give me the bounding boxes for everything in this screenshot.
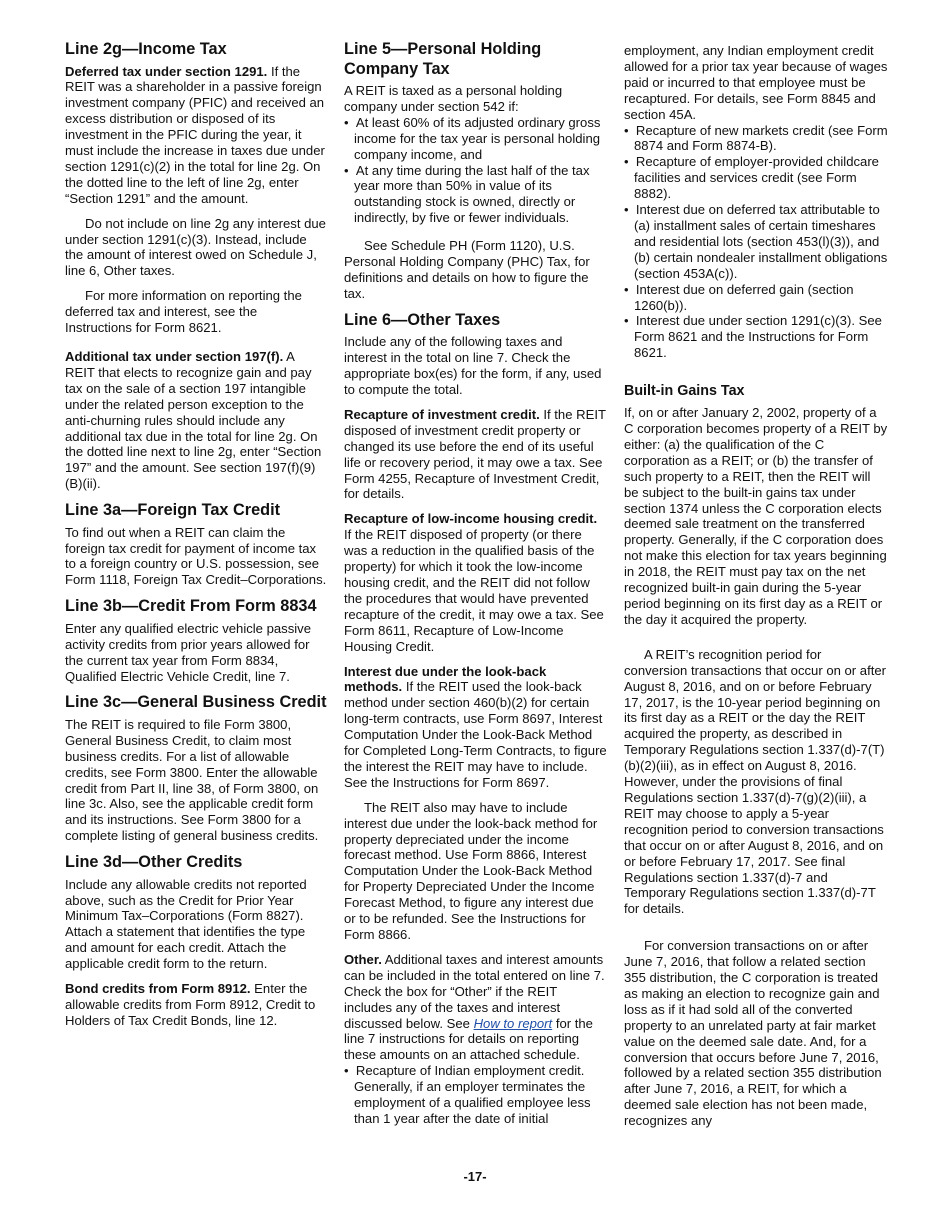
bullet-50-percent: • At any time during the last half of the tax year more than 50% in value of its outstanding stock is owned, directly or indirectly, by five or fewer individuals. — [344, 163, 608, 227]
lead-recapture-investment: Recapture of investment credit. — [344, 406, 540, 422]
paragraph-deferred-tax — [65, 64, 327, 207]
heading-line-3a: Line 3a—Foreign Tax Credit — [65, 501, 281, 520]
paragraph-other-taxes-intro: Include any of the following taxes and interest in the total on line 7. Check the appropriate box(es) for the form, if any, used to compute the total. — [344, 334, 602, 397]
lead-look-back: Interest due under the look-back methods. — [344, 663, 547, 695]
paragraph-recapture-housing — [344, 511, 608, 654]
paragraph-interest-due: Do not include on line 2g any interest due under section 1291(c)(3). Instead, include the amount of interest owed on Schedule J, line 6, Other taxes. — [65, 215, 326, 279]
paragraph-phc-intro: A REIT is taxed as a personal holding company under section 542 if: — [344, 83, 563, 114]
bullet-indian-employment: • Recapture of Indian employment credit. Generally, if an employer terminates the employment of a qualified employee less than 1 year after the date of initial — [344, 1063, 608, 1127]
heading-line-5: Line 5—Personal Holding Company Tax — [344, 40, 542, 78]
paragraph-built-in-gains: If, on or after January 2, 2002, property of a C corporation becomes property of a REIT by either: (a) the qualification of the C corporation as a REIT; or (b) the transfer of such property to a REIT, then the REIT will be subject to the built-in gains tax under section 1374 unless the C corporation elects deemed sale treatment on the transferred property. Generally, if the C corporation does not make this election for tax years beginning in 2018, the REIT must pay tax on the net recognized built-in gain during the 5-year period beginning on its first day as a REIT or the day it acquired the property. — [624, 405, 888, 627]
lead-deferred-tax: Deferred tax under section 1291. — [65, 63, 268, 79]
paragraph-recognition-period: A REIT’s recognition period for conversion transactions that occur on or after August 8, 2016, and on or before February 17, 2017, is the 10-year period beginning on its first day as a REIT or the day the REIT acquired the property, as described in Temporary Regulations section 1.337(d)-7(T)(b)(2)(iii), as in effect on August 8, 2016. However, under the provisions of final Regulations section 1.337(d)-7(g)(2)(iii), a REIT may choose to apply a 5-year recognition period to conversion transactions that occur on or after August 8, 2016, and on or before February 17, 2017. See final Regulations section 1.337(d)-7 and Temporary Regulations section 1.337(d)-7T for details. — [624, 646, 887, 917]
paragraph-recapture-investment — [344, 407, 608, 502]
paragraph-conversion-transactions: For conversion transactions on or after June 7, 2016, that follow a related section 355 distribution, the C corporation is treated as making an election to recognize gain and loss as if it had sold all of the converted property to an unrelated party at fair market value on the deemed sale date. And, for a conversion that occurs before June 7, 2016, followed by a related section 355 distribution after June 7, 2016, a REIT, for which a deemed sale election has not been made, recognizes any — [624, 938, 882, 1129]
heading-line-2g: Line 2g—Income Tax — [65, 40, 227, 58]
text-bond-credits: Enter the allowable credits from Form 8912, Credit to Holders of Tax Credit Bonds, line 12. — [65, 981, 316, 1028]
paragraph-schedule-ph: See Schedule PH (Form 1120), U.S. Personal Holding Company (PHC) Tax, for definitions and details on how to figure the tax. — [344, 238, 590, 301]
paragraph-bond-credits — [65, 981, 327, 1029]
paragraph-other — [344, 952, 608, 1063]
text-deferred-tax: If the REIT was a shareholder in a passive foreign investment company (PFIC) and received an excess distribution or disposed of its investment in the PFIC during the year, it must include the increase in taxes due under section 1291(c)(2) in the total for line 2g. On the dotted line to the left of line 2g, enter “Section 1291” and the amount. — [65, 63, 325, 206]
heading-built-in-gains: Built-in Gains Tax — [624, 383, 745, 400]
paragraph-section-197 — [65, 349, 327, 492]
lead-other: Other. — [344, 951, 382, 967]
heading-line-6: Line 6—Other Taxes — [344, 310, 501, 329]
bullet-section-1291: • Interest due under section 1291(c)(3). See Form 8621 and the Instructions for Form 8621. — [624, 313, 888, 361]
heading-line-3c: Line 3c—General Business Credit — [65, 693, 327, 712]
text-recapture-investment: If the REIT disposed of investment credit property or changed its use before the end of its useful life or recovery period, it may owe a tax. See Form 4255, Recapture of Investment Credit, for details. — [344, 406, 606, 502]
bullet-childcare: • Recapture of employer-provided childcare facilities and services credit (see Form 8882). — [624, 154, 888, 202]
bullet-installment-sales: • Interest due on deferred tax attributable to (a) installment sales of certain timeshares and residential lots (section 453(l)(3)), and (b) certain nondealer installment obligations (section 453A(c)). — [624, 202, 888, 282]
bullet-60-percent: • At least 60% of its adjusted ordinary gross income for the tax year is personal holding company income, and — [344, 115, 608, 163]
paragraph-look-back — [344, 664, 608, 791]
column-left — [65, 40, 327, 1038]
text-other-a: Additional taxes and interest amounts can be included in the total entered on line 7. Check the box for “Other” if the REIT includes any of the taxes and interest discussed below. See — [344, 951, 605, 1031]
column-right — [624, 43, 888, 1138]
text-other-b: for the line 7 instructions for details on reporting these amounts on an attached schedule. — [344, 1015, 593, 1063]
paragraph-other-credits: Include any allowable credits not reported above, such as the Credit for Prior Year Minimum Tax–Corporations (Form 8827). Attach a statement that identifies the type and amount for each credit. Attach the applicable credit form to the return. — [65, 876, 307, 972]
paragraph-general-business: The REIT is required to file Form 3800, General Business Credit, to claim most business credits. For a list of allowable credits, see Form 3800. Enter the allowable credit from Part II, line 38, of Form 3800, on line 3c. Also, see the applicable credit form and its instructions. See Form 3800 for a complete listing of general business credits. — [65, 716, 319, 844]
text-look-back: If the REIT used the look-back method under section 460(b)(2) for certain long-term contracts, use Form 8697, Interest Computation Under the Look-Back Method for Completed Long-Term Contracts, to figure the interest the REIT may have to include. See the Instructions for Form 8697. — [344, 679, 607, 790]
paragraph-income-forecast: The REIT also may have to include interest due under the look-back method for property depreciated under the income forecast method. Use Form 8866, Interest Computation Under the Look-Back Method for Property Depreciated Under the Income Forecast Method, to figure any interest due or to be refunded. See the Instructions for Form 8866. — [344, 799, 598, 942]
lead-section-197: Additional tax under section 197(f). — [65, 349, 284, 364]
paragraph-foreign-tax: To find out when a REIT can claim the foreign tax credit for payment of income tax to a foreign country or U.S. possession, see Form 1118, Foreign Tax Credit–Corporations. — [65, 524, 327, 588]
text-section-197: A REIT that elects to recognize gain and pay tax on the sale of a section 197 intangible under the related person exception to the anti-churning rules should include any additional tax due in the total for line 2g. On the dotted line next to line 2g, enter “Section 197” and the amount. See section 197(f)(9)(B)(ii). — [65, 349, 322, 492]
heading-line-3b: Line 3b—Credit From Form 8834 — [65, 597, 317, 616]
bullet-deferred-gain: • Interest due on deferred gain (section 1260(b)). — [624, 282, 888, 314]
paragraph-more-info: For more information on reporting the deferred tax and interest, see the Instructions for Form 8621. — [65, 288, 302, 336]
paragraph-employment-cont: employment, any Indian employment credit allowed for a prior tax year because of wages paid or incurred to that employee must be recaptured. For details, see Form 8845 and section 45A. — [624, 43, 888, 122]
bullet-new-markets: • Recapture of new markets credit (see Form 8874 and Form 8874-B). — [624, 123, 888, 155]
heading-line-3d: Line 3d—Other Credits — [65, 853, 243, 872]
lead-bond-credits: Bond credits from Form 8912. — [65, 981, 251, 997]
lead-recapture-housing: Recapture of low-income housing credit. — [344, 511, 598, 527]
how-to-report-link[interactable]: How to report — [473, 1015, 553, 1031]
column-middle — [344, 40, 608, 1127]
text-recapture-housing: If the REIT disposed of property (or there was a reduction in the qualified basis of the property) for which it took the low-income housing credit, and the REIT did not follow the procedures that would have prevented recapture of the credit, it may owe a tax. See Form 8611, Recapture of Low-Income Housing Credit. — [344, 527, 604, 654]
paragraph-form-8834: Enter any qualified electric vehicle passive activity credits from prior years allowed for the current tax year from Form 8834, Qualified Electric Vehicle Credit, line 7. — [65, 620, 312, 684]
page-number: -17- — [463, 1169, 487, 1184]
